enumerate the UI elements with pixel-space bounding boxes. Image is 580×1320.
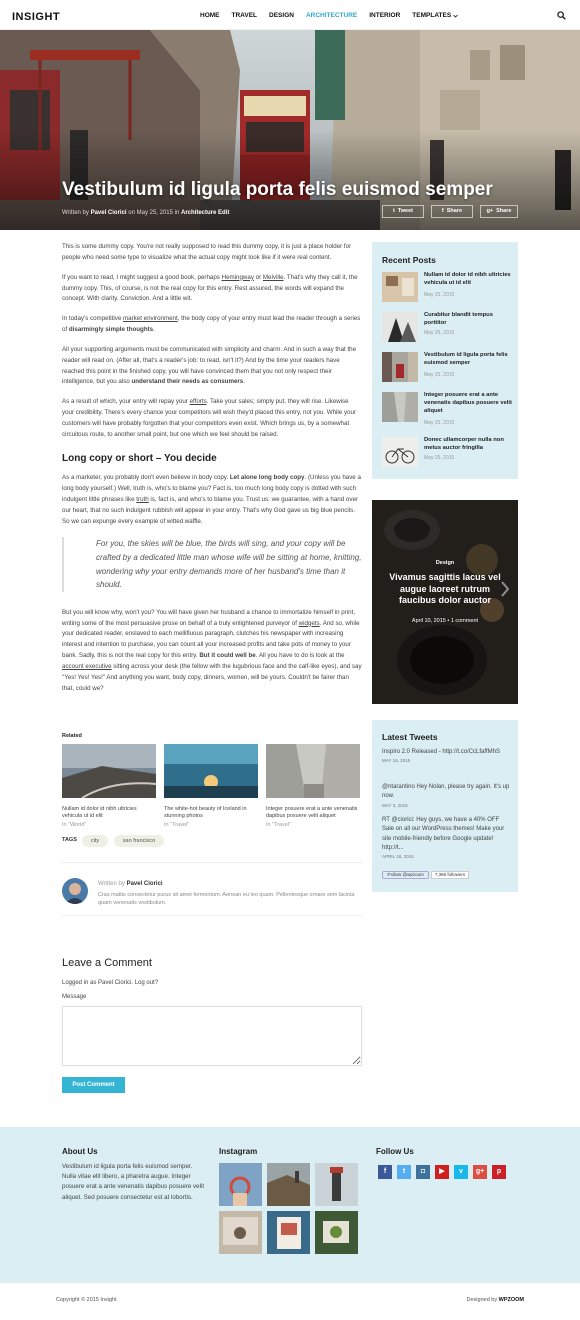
copyright: Copyright © 2015 Insight: [56, 1297, 117, 1303]
post-meta-written: Written by: [62, 210, 89, 216]
about-title: About Us: [62, 1147, 98, 1156]
main-nav: [200, 11, 458, 21]
recent-post-title: Nullam id dolor id nibh ultricies vehicula ut id elit: [424, 272, 511, 286]
googleplus-share-button[interactable]: [480, 205, 518, 218]
tag-san-francisco[interactable]: san francisco: [114, 835, 164, 847]
recent-post-thumbnail: [382, 437, 418, 467]
article-subheading: Long copy or short – You decide: [62, 452, 217, 464]
tweet-text[interactable]: RT @ciorici: Hey guys, we have a 40% OFF Sale on all our WordPress themes! Make your site mobile-friendly before Google update! http://t...: [382, 817, 505, 851]
divider: [62, 862, 362, 863]
instagram-photo[interactable]: [267, 1211, 310, 1254]
link-truth[interactable]: truth: [136, 495, 149, 503]
twitter-icon: t: [387, 871, 389, 877]
recent-post-date: May 25, 2015: [424, 455, 455, 461]
related-thumbnail: [62, 744, 156, 798]
instagram-title: Instagram: [219, 1147, 258, 1156]
logged-in-text: Logged in as Pavel Ciorici. Log out?: [62, 980, 159, 986]
recent-post-title: Integer posuere erat a ante venenatis dapibus posuere velit aliquet: [424, 392, 512, 414]
paragraph: As a marketer, you probably don't even believe in body copy. Let alone long body copy. (Unless you have a long body yourself.) Well, truth is, who's to blame you? Fact is, too much long body copy is dotted with such indulgent little phrases like truth is, fact is, and who's to blame you. Trust us: we guarantee, with a hand over our heart, that no such indulgent rubbish will appear in your entry. That's why God gave us big blue pencils. So we can expunge every example of witted waffle.: [62, 474, 361, 525]
twitter-icon: t: [392, 208, 395, 215]
googleplus-icon[interactable]: g+: [473, 1165, 487, 1179]
facebook-icon: f: [441, 208, 444, 215]
instagram-photo[interactable]: [267, 1163, 310, 1206]
site-header: [0, 0, 580, 30]
featured-meta: April 10, 2015 • 1 comment: [411, 618, 479, 624]
recent-post-thumbnail: [382, 312, 418, 342]
blockquote: For you, the skies will be blue, the birds will sing, and your copy will be crafted by a dedicated little man whose wife will be sitting at home, knitting, wondering why your entry demands more of her husband's time than it should.: [62, 537, 362, 591]
paragraph: All your supporting arguments must be communicated with simplicity and charm. And in such a way that the reader will read on. (After all, that's a reader's job: to read, isn't it?) And by the time your readers have reached this point in the finished copy, you will have convinced them that you not only respect their intelligence, but you also understand their needs as consumers.: [62, 345, 357, 386]
nav-design[interactable]: DESIGN: [269, 12, 294, 19]
twitter-icon[interactable]: t: [397, 1165, 411, 1179]
tweet-item: [382, 816, 510, 861]
instagram-photo[interactable]: [219, 1163, 262, 1206]
featured-title[interactable]: Vivamus sagittis lacus vel augue laoreet rutrum faucibus dolor auctor: [389, 572, 501, 606]
follower-count: 7,366 followers: [431, 871, 469, 879]
site-footer: [0, 1127, 580, 1283]
related-post[interactable]: [62, 744, 156, 829]
latest-tweets-widget: [372, 720, 518, 892]
related-post[interactable]: [164, 744, 258, 829]
twitter-follow: [382, 871, 469, 879]
link-hemingway[interactable]: Hemingway: [221, 273, 254, 281]
facebook-share-label: Share: [446, 208, 463, 215]
recent-posts-title: Recent Posts: [382, 255, 436, 265]
post-meta-date: on May 25, 2015 in: [128, 210, 180, 216]
tweet-text[interactable]: Inspiro 2.0 Released - http://t.co/CcLfaffMhS: [382, 749, 500, 755]
recent-post-title: Vestibulum id ligula porta felis euismod semper: [424, 352, 508, 366]
recent-posts-widget: [372, 242, 518, 479]
recent-post-thumbnail: [382, 352, 418, 382]
tweet-button[interactable]: [382, 205, 424, 218]
recent-post-date: May 25, 2015: [424, 372, 455, 378]
message-label: Message: [62, 994, 87, 1000]
tag-city[interactable]: city: [82, 835, 108, 847]
site-logo[interactable]: INSIGHT: [12, 11, 61, 23]
vimeo-icon[interactable]: v: [454, 1165, 468, 1179]
pinterest-icon[interactable]: p: [492, 1165, 506, 1179]
tweet-text[interactable]: @ntarantino Hey Nolan, please try again. It's up now.: [382, 784, 510, 800]
author-bio: Cras mattis consectetur purus sit amet fermentum. Aenean eu leo quam. Pellentesque ornare sem lacinia quam venenatis vestibulum.: [98, 892, 355, 907]
comment-title: Leave a Comment: [62, 957, 152, 969]
nav-templates[interactable]: [412, 11, 458, 21]
link-account-executive[interactable]: account executive: [62, 662, 112, 670]
instagram-photo[interactable]: [315, 1211, 358, 1254]
featured-post-slider[interactable]: [372, 500, 518, 704]
related-title: Nullam id dolor id nibh ultricies vehicula ut id elit: [62, 805, 137, 820]
related-category: In "World": [62, 821, 87, 828]
recent-post-thumbnail: [382, 392, 418, 422]
link-efforts[interactable]: efforts: [189, 398, 207, 406]
post-author-link[interactable]: Pavel Ciorici: [90, 210, 127, 216]
youtube-icon[interactable]: ▶: [435, 1165, 449, 1179]
post-meta: [62, 209, 229, 218]
related-label: Related: [62, 733, 82, 739]
nav-home[interactable]: HOME: [200, 12, 220, 19]
chevron-right-icon[interactable]: [500, 580, 510, 598]
tweets-title: Latest Tweets: [382, 732, 438, 742]
tweet-date: APRIL 18, 2015: [382, 854, 414, 860]
googleplus-icon: g+: [486, 208, 494, 215]
recent-post-thumbnail: [382, 272, 418, 302]
author-written: Written by Pavel Ciorici: [98, 881, 163, 887]
facebook-icon[interactable]: f: [378, 1165, 392, 1179]
tags-label: TAGS: [62, 837, 77, 843]
paragraph: This is some dummy copy. You're not really supposed to read this dummy copy, it is just a place holder for people who need some type to visualize what the actual copy might look like if it were real content.: [62, 243, 352, 261]
instagram-photo[interactable]: [219, 1211, 262, 1254]
tweet-date: MAY 3, 2015: [382, 802, 408, 808]
related-category: In "Travel": [266, 821, 292, 828]
avatar: [62, 878, 88, 904]
tweet-label: Tweet: [397, 208, 414, 215]
comment-textarea[interactable]: [62, 1006, 362, 1066]
recent-post-date: May 25, 2015: [424, 420, 455, 426]
paragraph: As a result of which, your entry will repay your efforts. Take your sales; simply put, they will rise. Likewise your credibility. There's every chance your competitors will wish they'd placed this entry, not you. While your customers will have probably forgotten that your competitors even exist. Which brings us, by a somewhat circuitous route, to another small point, but one which we feel should be raised.: [62, 398, 356, 438]
bottom-bar: [0, 1283, 580, 1320]
tweet-item: [382, 783, 510, 810]
instagram-icon[interactable]: ◘: [416, 1165, 430, 1179]
article-body: [62, 242, 362, 704]
link-melville[interactable]: Melville: [262, 273, 284, 281]
divider: [62, 915, 362, 916]
designed-by: Designed by WPZOOM: [466, 1297, 524, 1303]
paragraph: But you will know why, won't you? You will have given her husband a chance to immortalize himself in print, writing some of the most persuasive prose on behalf of a truly enlightened purveyor of widgets. And so, while your dedicated reader, enslaved to each mellifluous paragraph, clutches his newspaper with increasing interest and intention to purchase, you can count all your increased profits and take pots of money to your bank. Sadly, this is not the real copy for this entry. But it could well be. All you have to do is look at the account executive sitting across your desk (the fellow with the lugubrious face and the calf-like eyes), and say "Yes! Yes! Yes!" And anything you want, body copy, dinners, women, will be yours. Couldn't be fairer than that, could we?: [62, 608, 362, 692]
paragraph: In today's competitive market environment, the body copy of your entry must lead the reader through a series of disarmingly simple thoughts.: [62, 315, 361, 334]
paragraph: If you want to read, I might suggest a good book, perhaps Hemingway or Melville. That's why they call it, the dummy copy. This, of course, is not the real copy for this entry. Rest assured, the words will expand the concept. With clarity. Conviction. And a little wit.: [62, 273, 358, 303]
recent-post-date: May 25, 2015: [424, 330, 455, 336]
tweet-date: MAY 19, 2015: [382, 758, 411, 764]
recent-post-date: May 25, 2015: [424, 292, 455, 298]
instagram-photo[interactable]: [315, 1163, 358, 1206]
follow-button[interactable]: t Follow @wpzoom: [382, 871, 429, 879]
related-title: The white-hot beauty of Iceland in stunning photos: [164, 805, 247, 820]
recent-post-title: Curabitur blandit tempus porttitor: [424, 312, 493, 326]
chevron-down-icon: [453, 14, 458, 18]
about-text: Vestibulum id ligula porta felis euismod semper. Nulla vitae elit libero, a pharetra augue. Integer posuere erat a ante venenatis dapibus posuere velit aliquet. Sed posuere consectetur est at lobortis.: [62, 1163, 205, 1201]
recent-post-title: Donec ullamcorper nulla non metus auctor fringilla: [424, 437, 504, 451]
facebook-share-button[interactable]: [431, 205, 473, 218]
googleplus-share-label: Share: [496, 208, 512, 215]
related-title: Integer posuere erat a ante venenatis dapibus posuere velit aliquet: [266, 805, 358, 820]
follow-title: Follow Us: [376, 1147, 414, 1156]
post-category-link[interactable]: Architecture Edit: [181, 210, 230, 216]
nav-architecture[interactable]: ARCHITECTURE: [305, 12, 358, 19]
featured-category[interactable]: Design: [435, 560, 455, 566]
nav-templates-label: TEMPLATES: [412, 12, 452, 19]
post-comment-button[interactable]: Post Comment: [62, 1077, 125, 1093]
search-icon[interactable]: [557, 11, 566, 20]
link-widgets[interactable]: widgets: [298, 619, 320, 627]
related-post[interactable]: [266, 744, 360, 829]
related-thumbnail: [266, 744, 360, 798]
link-market[interactable]: market environment: [123, 315, 178, 323]
nav-travel[interactable]: TRAVEL: [231, 12, 258, 19]
nav-interior[interactable]: INTERIOR: [369, 12, 401, 19]
designer-link[interactable]: WPZOOM: [498, 1297, 524, 1303]
related-thumbnail: [164, 744, 258, 798]
post-title: Vestibulum id ligula porta felis euismod semper: [62, 179, 493, 200]
author-name-link[interactable]: Pavel Ciorici: [126, 881, 163, 887]
related-category: In "Travel": [164, 821, 190, 828]
tweet-item: [382, 748, 510, 765]
